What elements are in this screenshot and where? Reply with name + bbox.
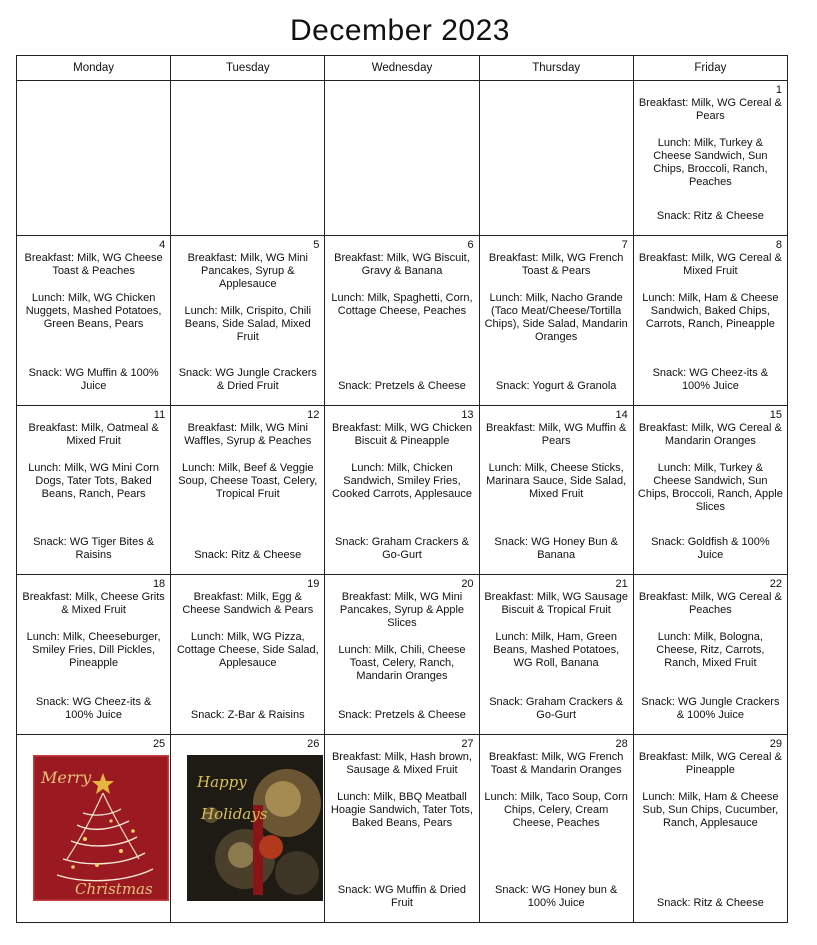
day-cell <box>325 81 479 236</box>
day-number: 27 <box>461 738 474 751</box>
breakfast-text: Breakfast: Milk, WG Cereal & Pineapple <box>638 751 782 777</box>
day-number: 4 <box>159 239 166 252</box>
header-tuesday: Tuesday <box>171 56 325 81</box>
lunch-text: Lunch: Milk, WG Pizza, Cottage Cheese, Side Salad, Applesauce <box>176 631 319 670</box>
day-cell <box>17 575 171 735</box>
lunch-text: Lunch: Milk, Ham, Green Beans, Mashed Potatoes, WG Roll, Banana <box>493 631 620 670</box>
day-cell <box>479 575 633 735</box>
breakfast-text: Breakfast: Milk, WG Cheese Toast & Peaches <box>24 252 163 278</box>
breakfast-text: Breakfast: Milk, WG Cereal & Mixed Fruit <box>638 252 782 278</box>
day-number: 7 <box>621 239 628 252</box>
day-number: 12 <box>307 408 320 421</box>
lunch-text: Lunch: Milk, WG Chicken Nuggets, Mashed Potatoes, Green Beans, Pears <box>25 292 162 331</box>
day-cell <box>17 236 171 405</box>
day-cell <box>633 575 787 735</box>
lunch-text: Lunch: Milk, Taco Soup, Corn Chips, Celery, Cream Cheese, Peaches <box>484 791 628 830</box>
lunch-text: Lunch: Milk, BBQ Meatball Hoagie Sandwich, Tater Tots, Baked Beans, Pears <box>330 791 473 830</box>
day-cell <box>479 236 633 405</box>
snack-text: Snack: Pretzels & Cheese <box>338 709 466 722</box>
week-row <box>17 405 788 574</box>
svg-text:Merry: Merry <box>41 768 92 788</box>
merry-christmas-image <box>33 755 169 901</box>
day-cell <box>633 405 787 574</box>
breakfast-text: Breakfast: Milk, Egg & Cheese Sandwich & Pears <box>182 591 314 617</box>
day-number: 28 <box>615 738 628 751</box>
snack-text: Snack: WG Cheez-its & 100% Juice <box>652 366 769 392</box>
snack-text: Snack: WG Honey Bun & Banana <box>494 536 618 562</box>
week-row <box>17 575 788 735</box>
svg-text:Happy: Happy <box>197 773 247 792</box>
lunch-text: Lunch: Milk, Chili, Cheese Toast, Celery, Ranch, Mandarin Oranges <box>338 644 466 683</box>
snack-text: Snack: Ritz & Cheese <box>656 897 764 909</box>
snack-text: Snack: Z-Bar & Raisins <box>190 709 305 722</box>
day-number: 13 <box>461 408 474 421</box>
breakfast-text: Breakfast: Milk, WG Sausage Biscuit & Tropical Fruit <box>484 591 628 617</box>
day-cell <box>633 81 787 236</box>
lunch-text: Lunch: Milk, Turkey & Cheese Sandwich, Sun Chips, Broccoli, Ranch, Apple Slices <box>637 461 783 513</box>
day-number: 1 <box>775 84 782 96</box>
day-number: 6 <box>467 239 474 252</box>
breakfast-text: Breakfast: Milk, WG Cereal & Pears <box>638 97 782 122</box>
breakfast-text: Breakfast: Milk, Oatmeal & Mixed Fruit <box>28 421 159 447</box>
week-row <box>17 735 788 923</box>
day-cell <box>17 81 171 236</box>
breakfast-text: Breakfast: Milk, WG Mini Pancakes, Syrup & Apple Slices <box>339 591 465 630</box>
snack-text: Snack: Ritz & Cheese <box>194 549 302 562</box>
svg-text:Holidays: Holidays <box>201 805 268 824</box>
snack-text: Snack: WG Jungle Crackers & Dried Fruit <box>178 366 317 392</box>
breakfast-text: Breakfast: Milk, WG Muffin & Pears <box>485 421 627 447</box>
day-number: 18 <box>152 578 166 591</box>
snack-text: Snack: Ritz & Cheese <box>656 210 764 223</box>
day-number: 22 <box>769 578 782 591</box>
day-cell <box>171 405 325 574</box>
svg-text:Christmas: Christmas <box>75 880 153 899</box>
breakfast-text: Breakfast: Milk, WG French Toast & Mandarin Oranges <box>488 751 624 777</box>
lunch-text: Lunch: Milk, Cheese Sticks, Marinara Sauce, Side Salad, Mixed Fruit <box>486 461 627 500</box>
day-cell <box>17 405 171 574</box>
day-number: 29 <box>769 738 782 751</box>
weekday-header-row <box>17 56 788 81</box>
week-row <box>17 81 788 236</box>
lunch-text: Lunch: Milk, WG Mini Corn Dogs, Tater Tots, Baked Beans, Ranch, Pears <box>28 461 159 500</box>
day-cell <box>479 735 633 923</box>
snack-text: Snack: Yogurt & Granola <box>495 379 617 392</box>
day-number: 5 <box>313 239 320 252</box>
snack-text: Snack: WG Honey bun & 100% Juice <box>495 884 618 909</box>
day-number: 19 <box>307 578 320 591</box>
day-cell <box>325 236 479 405</box>
day-cell <box>479 405 633 574</box>
breakfast-text: Breakfast: Milk, WG Chicken Biscuit & Pineapple <box>331 421 472 447</box>
lunch-text: Lunch: Milk, Ham & Cheese Sandwich, Baked Chips, Carrots, Ranch, Pineapple <box>642 292 779 331</box>
day-cell <box>325 735 479 923</box>
day-number: 15 <box>769 408 782 421</box>
breakfast-text: Breakfast: Milk, Cheese Grits & Mixed Fruit <box>22 591 165 617</box>
header-thursday: Thursday <box>479 56 633 81</box>
lunch-text: Lunch: Milk, Crispito, Chili Beans, Side Salad, Mixed Fruit <box>184 305 312 344</box>
page-title: December 2023 <box>290 14 510 47</box>
day-cell <box>171 236 325 405</box>
breakfast-text: Breakfast: Milk, WG Biscuit, Gravy & Banana <box>334 252 470 278</box>
lunch-text: Lunch: Milk, Cheeseburger, Smiley Fries, Dill Pickles, Pineapple <box>26 631 161 670</box>
snack-text: Snack: Pretzels & Cheese <box>338 379 466 392</box>
day-cell <box>633 735 787 923</box>
day-cell <box>171 575 325 735</box>
lunch-text: Lunch: Milk, Bologna, Cheese, Ritz, Carrots, Ranch, Mixed Fruit <box>656 631 765 670</box>
lunch-text: Lunch: Milk, Chicken Sandwich, Smiley Fries, Cooked Carrots, Applesauce <box>331 461 472 500</box>
snack-text: Snack: WG Jungle Crackers & 100% Juice <box>641 696 780 722</box>
day-number: 14 <box>615 408 628 421</box>
lunch-text: Lunch: Milk, Beef & Veggie Soup, Cheese Toast, Celery, Tropical Fruit <box>178 461 318 500</box>
breakfast-text: Breakfast: Milk, WG Mini Waffles, Syrup & Peaches <box>184 421 312 447</box>
day-cell <box>171 735 325 923</box>
breakfast-text: Breakfast: Milk, WG Mini Pancakes, Syrup & Applesauce <box>187 252 308 291</box>
breakfast-text: Breakfast: Milk, WG French Toast & Pears <box>488 252 624 278</box>
calendar-body <box>17 81 788 923</box>
day-cell <box>479 81 633 236</box>
breakfast-text: Breakfast: Milk, WG Cereal & Mandarin Oranges <box>638 421 782 447</box>
day-cell <box>325 405 479 574</box>
day-cell <box>171 81 325 236</box>
snack-text: Snack: WG Tiger Bites & Raisins <box>33 536 155 562</box>
week-row <box>17 236 788 405</box>
day-cell <box>325 575 479 735</box>
snack-text: Snack: WG Muffin & Dried Fruit <box>337 884 467 909</box>
lunch-text: Lunch: Milk, Ham & Cheese Sub, Sun Chips, Cucumber, Ranch, Applesauce <box>642 791 779 830</box>
happy-holidays-image <box>187 755 323 901</box>
day-number: 21 <box>615 578 628 591</box>
header-friday: Friday <box>633 56 787 81</box>
snack-text: Snack: Graham Crackers & Go-Gurt <box>335 536 469 562</box>
lunch-text: Lunch: Milk, Nacho Grande (Taco Meat/Cheese/Tortilla Chips), Side Salad, Mandarin Oranges <box>484 292 628 344</box>
header-monday: Monday <box>17 56 171 81</box>
snack-text: Snack: Goldfish & 100% Juice <box>651 536 770 562</box>
breakfast-text: Breakfast: Milk, Hash brown, Sausage & Mixed Fruit <box>331 751 472 777</box>
snack-text: Snack: WG Cheez-its & 100% Juice <box>35 696 152 722</box>
snack-text: Snack: Graham Crackers & Go-Gurt <box>489 696 624 722</box>
day-cell <box>633 236 787 405</box>
lunch-text: Lunch: Milk, Spaghetti, Corn, Cottage Cheese, Peaches <box>331 292 473 318</box>
day-number: 26 <box>307 738 320 751</box>
day-number: 25 <box>152 738 166 751</box>
lunch-text: Lunch: Milk, Turkey & Cheese Sandwich, Sun Chips, Broccoli, Ranch, Peaches <box>653 137 768 188</box>
day-cell <box>17 735 171 923</box>
breakfast-text: Breakfast: Milk, WG Cereal & Peaches <box>638 591 782 617</box>
snack-text: Snack: WG Muffin & 100% Juice <box>28 366 159 392</box>
calendar-table <box>16 55 788 923</box>
day-number: 20 <box>461 578 474 591</box>
day-number: 8 <box>775 239 782 252</box>
day-number: 11 <box>153 408 166 421</box>
header-wednesday: Wednesday <box>325 56 479 81</box>
